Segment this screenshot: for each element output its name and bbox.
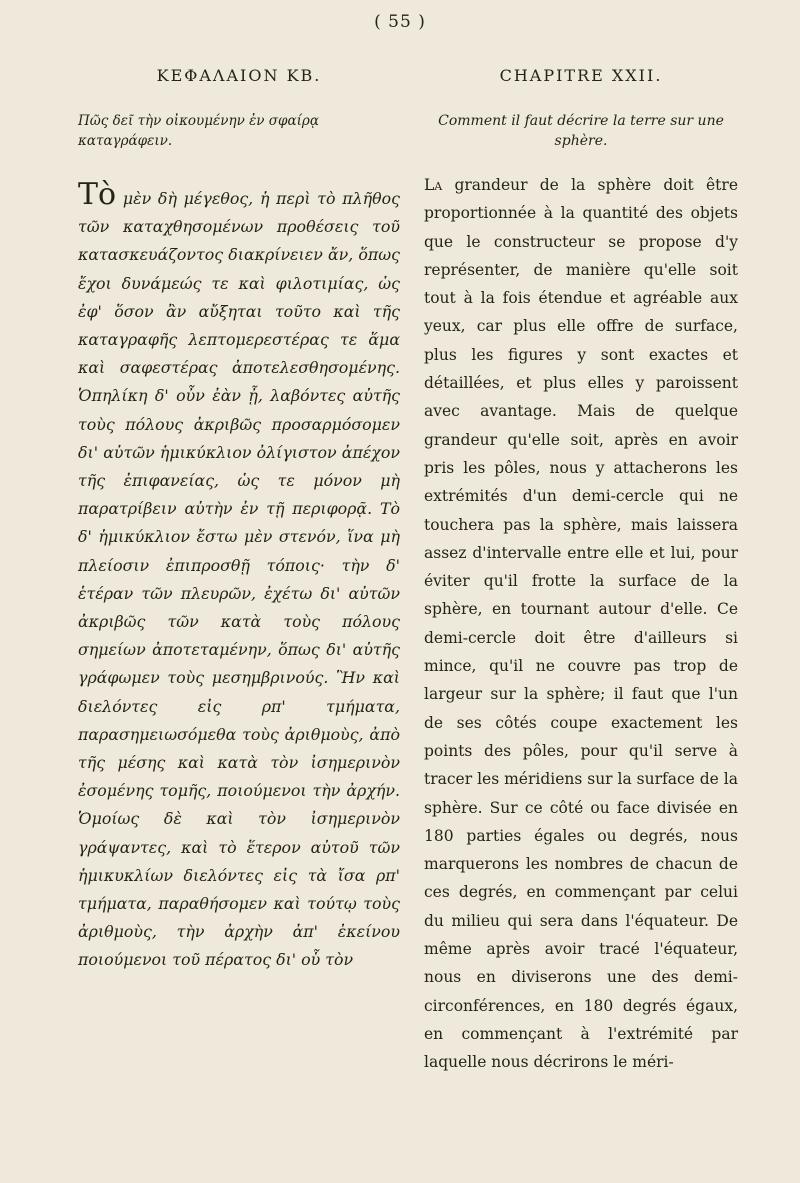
french-column: [424, 66, 738, 1077]
greek-chapter-heading: ΚΕΦΑΛΑΙΟΝ ΚΒ.: [156, 66, 322, 85]
greek-body-text: [78, 177, 400, 975]
french-body: grandeur de la sphère doit être proportionnée à la quantité des objets que le constructeur se propose d'y représenter, de manière qu'elle soit tout à la fois étendue et agréable aux yeux, car plus elle offre de surface, plus les figures y sont exactes et détaillées, et plus elles y paroissent avec avantage. Mais de quelque grandeur qu'elle soit, après en avoir pris les pôles, nous y attacherons les extrémités d'un demi-cercle qui ne touchera pas la sphère, mais laissera assez d'intervalle entre elle et lui, pour éviter qu'il frotte la surface de la sphère, en tournant autour d'elle. Ce demi-cercle doit être d'ailleurs si mince, qu'il ne couvre pas trop de largeur sur la sphère; il faut que l'un de ses côtés coupe exactement les points des pôles, pour qu'il serve à tracer les méridiens sur la surface de la sphère. Sur ce côté ou face divisée en 180 parties égales ou degrés, nous marquerons les nombres de chacun de ces degrés, en commençant par celui du milieu qui sera dans l'équateur. De même après avoir tracé l'équateur, nous en diviserons une des demi-circonférences, en 180 degrés égaux, en commençant à l'extrémité par laquelle nous décrirons le méri-: [424, 176, 738, 1072]
french-chapter-heading: CHAPITRE XXII.: [499, 66, 663, 85]
page-number: ( 55 ): [374, 12, 426, 32]
greek-chapter-subtitle: Πῶς δεῖ τὴν οἰκουμένην ἐν σφαίρᾳ καταγράφειν.: [78, 113, 319, 149]
greek-dropcap: Τὸ: [78, 177, 117, 212]
french-dropcap: La: [424, 176, 443, 194]
greek-body: μὲν δὴ μέγεθος, ἡ περὶ τὸ πλῆθος τῶν καταχθησομένων προθέσεις τοῦ κατασκευάζοντος διακρίνειεν ἄν, ὅπως ἔχοι δυνάμεώς τε καὶ φιλοτιμίας, ὡς ἐφ' ὅσον ἂν αὔξηται τοῦτο καὶ τῆς καταγραφῆς λεπτομερεστέρας τε ἅμα καὶ σαφεστέρας ἀποτελεσθησομένης. Ὁπηλίκη δ' οὖν ἐὰν ᾖ, λαβόντες αὐτῆς τοὺς πόλους ἀκριβῶς προσαρμόσομεν δι' αὐτῶν ἡμικύκλιον ὀλίγιστον ἀπέχον τῆς ἐπιφανείας, ὡς τε μόνον μὴ παρατρίβειν αὐτὴν ἐν τῇ περιφορᾷ. Τὸ δ' ἡμικύκλιον ἔστω μὲν στενόν, ἵνα μὴ πλείοσιν ἐπιπροσθῇ τόποις· τὴν δ' ἑτέραν τῶν πλευρῶν, ἐχέτω δι' αὐτῶν ἀκριβῶς τῶν κατὰ τοὺς πόλους σημείων ἀποτεταμένην, ὅπως δι' αὐτῆς γράφωμεν τοὺς μεσημβρινούς. Ἣν καὶ διελόντες εἰς ρπ' τμήματα, παρασημειωσόμεθα τοὺς ἀριθμοὺς, ἀπὸ τῆς μέσης καὶ κατὰ τὸν ἰσημερινὸν ἐσομένης τομῆς, ποιούμενοι τὴν ἀρχήν. Ὁμοίως δὲ καὶ τὸν ἰσημερινὸν γράψαντες, καὶ τὸ ἕτερον αὐτοῦ τῶν ἡμικυκλίων διελόντες εἰς τὰ ἴσα ρπ' τμήματα, παραθήσομεν καὶ τούτῳ τοὺς ἀριθμοὺς, τὴν ἀρχὴν ἀπ' ἐκείνου ποιούμενοι τοῦ πέρατος δι' οὗ τὸν: [78, 189, 400, 970]
greek-column: [78, 66, 400, 975]
french-chapter-subtitle: Comment il faut décrire la terre sur une sphère.: [438, 113, 724, 149]
french-body-text: [424, 171, 738, 1077]
